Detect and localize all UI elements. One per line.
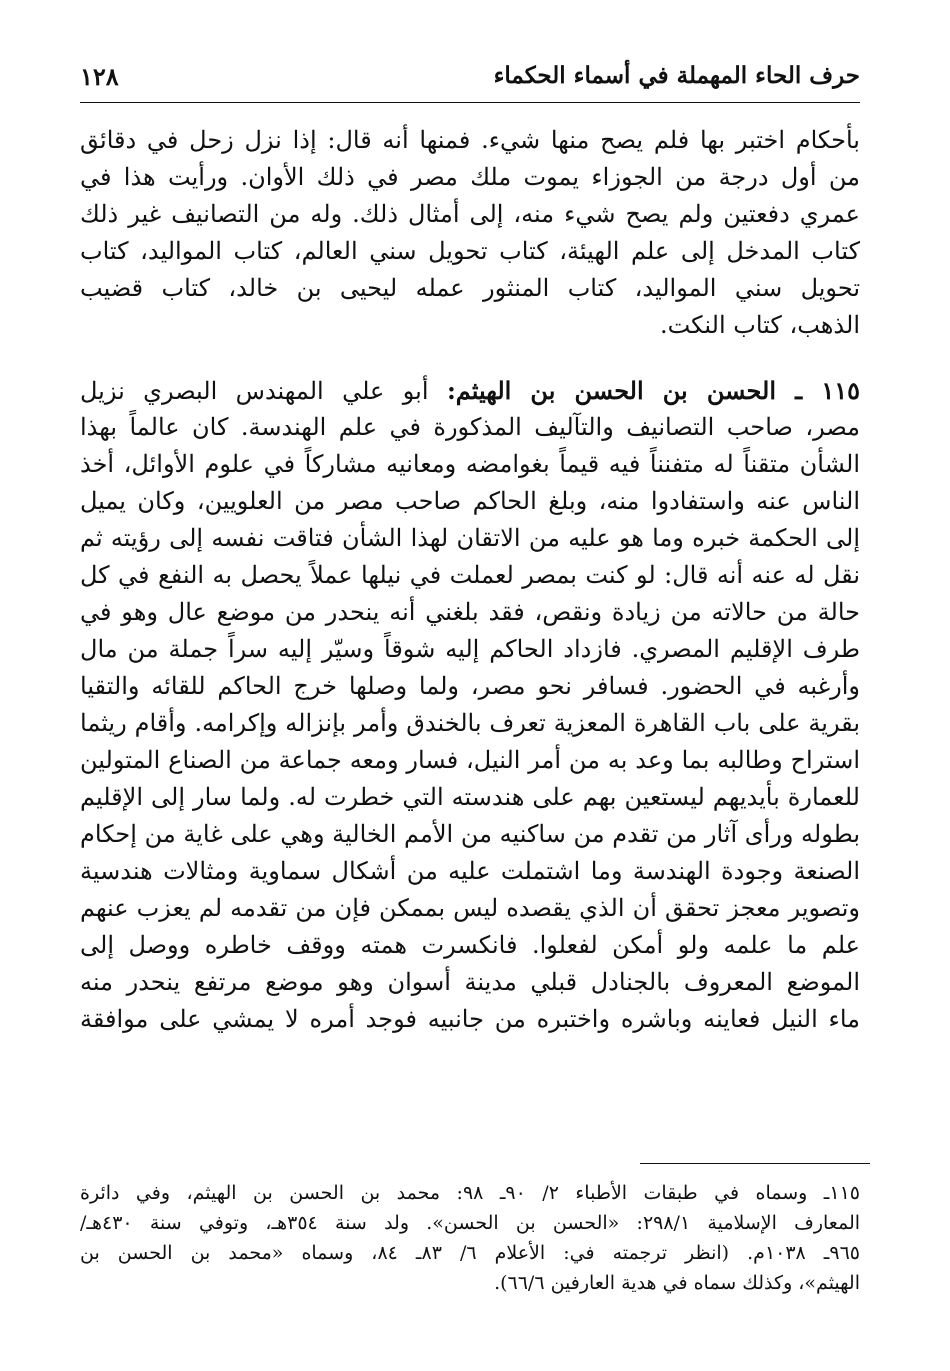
chapter-title: حرف الحاء المهملة في أسماء الحكماء (493, 62, 860, 89)
entry-first-line-rest: أبو علي المهندس البصري نزيل (80, 377, 447, 405)
footnote-line: الهيثم»، وكذلك سماه في هدية العارفين ٦٦/٦). (494, 1272, 860, 1294)
text-line: عمري دفعتين ولم يصح شيء منه، إلى أمثال ذلك. وله من التصانيف غير ذلك (80, 200, 860, 228)
footnote-line: المعارف الإسلامية ٢٩٨/١: «الحسن بن الحسن». ولد سنة ٣٥٤هـ، وتوفي سنة ٤٣٠هـ/ (80, 1212, 860, 1234)
text-line: ماء النيل فعاينه وباشره واختبره من جانبيه فوجد أمره لا يمشي على موافقة (80, 1005, 860, 1033)
text-line: وأرغبه في الحضور. فسافر نحو مصر، ولما وصلها خرج الحاكم للقائه والتقيا (80, 672, 860, 700)
entry-first-line (80, 372, 860, 409)
running-header (80, 58, 860, 103)
text-line: الناس عنه واستفادوا منه، وبلغ الحاكم صاحب مصر من العلويين، وكان يميل (80, 487, 860, 515)
text-line: استراح وطالبه بما وعد به من أمر النيل، فسار ومعه جماعة من الصناع المتولين (80, 746, 860, 774)
footnote (80, 1178, 860, 1298)
text-line: الشأن متقناً له متفنناً فيه قيماً بغوامضه ومعانيه مشاركاً في علوم الأوائل، أخذ (80, 450, 860, 478)
text-line: من أول درجة من الجوزاء يموت ملك مصر في ذلك الأوان. ورأيت هذا في (80, 163, 860, 191)
footnote-divider (640, 1163, 870, 1164)
text-line: بقرية على باب القاهرة المعزية تعرف بالخندق وأمر بإنزاله وإكرامه. وأقام ريثما (80, 709, 860, 737)
text-line: تحويل سني المواليد، كتاب المنثور عمله ليحيى بن خالد، كتاب قضيب (80, 274, 860, 302)
paragraph-1 (80, 122, 860, 344)
text-line: وتصوير معجز تحقق أن الذي يقصده ليس بممكن فإن من تقدمه لم يعزب عنهم (80, 894, 860, 922)
page-number: ١٢٨ (80, 62, 119, 91)
paragraph-gap (80, 344, 860, 372)
text-line: للعمارة بأيديهم ليستعين بهم على هندسته التي خطرت له. ولما سار إلى الإقليم (80, 783, 860, 811)
text-line: مصر، صاحب التصانيف والتآليف المذكورة في علم الهندسة. كان عالماً بهذا (80, 413, 860, 441)
text-line: حالة من حالاته من زيادة ونقص، فقد بلغني أنه ينحدر من موضع عال وهو في (80, 598, 860, 626)
main-text (80, 122, 860, 1038)
text-line: نقل له عنه أنه قال: لو كنت بمصر لعملت في نيلها عملاً يحصل به النفع في كل (80, 561, 860, 589)
text-line: الموضع المعروف بالجنادل قبلي مدينة أسوان وهو موضع مرتفع ينحدر منه (80, 968, 860, 996)
text-line: إلى الحكمة خبره وما هو عليه من الاتقان لهذا الشأن فتاقت نفسه إلى رؤيته ثم (80, 524, 860, 552)
entry-heading: ١١٥ ـ الحسن بن الحسن بن الهيثم: (446, 376, 860, 405)
footnote-line: ١١٥ـ وسماه في طبقات الأطباء ٢/ ٩٠ـ ٩٨: محمد بن الحسن بن الهيثم، وفي دائرة (80, 1182, 860, 1204)
text-line: بأحكام اختبر بها فلم يصح منها شيء. فمنها أنه قال: إذا نزل زحل في دقائق (80, 126, 860, 154)
text-line: الصنعة وجودة الهندسة وما اشتملت عليه من أشكال سماوية ومثالات هندسية (80, 857, 860, 885)
text-line: علم ما علمه ولو أمكن لفعلوا. فانكسرت همته ووقف خاطره ووصل إلى (80, 931, 860, 959)
text-line: طرف الإقليم المصري. فازداد الحاكم إليه شوقاً وسيّر إليه سراً جملة من مال (80, 635, 860, 663)
text-line: الذهب، كتاب النكت. (659, 311, 860, 339)
text-line: كتاب المدخل إلى علم الهيئة، كتاب تحويل سني العالم، كتاب المواليد، كتاب (80, 237, 860, 265)
text-line: بطوله ورأى آثار من تقدم من ساكنيه من الأمم الخالية وهي على غاية من إحكام (80, 820, 860, 848)
entry-115 (80, 372, 860, 1038)
footnote-line: ٩٦٥ـ ١٠٣٨م. (انظر ترجمته في: الأعلام ٦/ ٨٣ـ ٨٤، وسماه «محمد بن الحسن بن (80, 1242, 860, 1264)
